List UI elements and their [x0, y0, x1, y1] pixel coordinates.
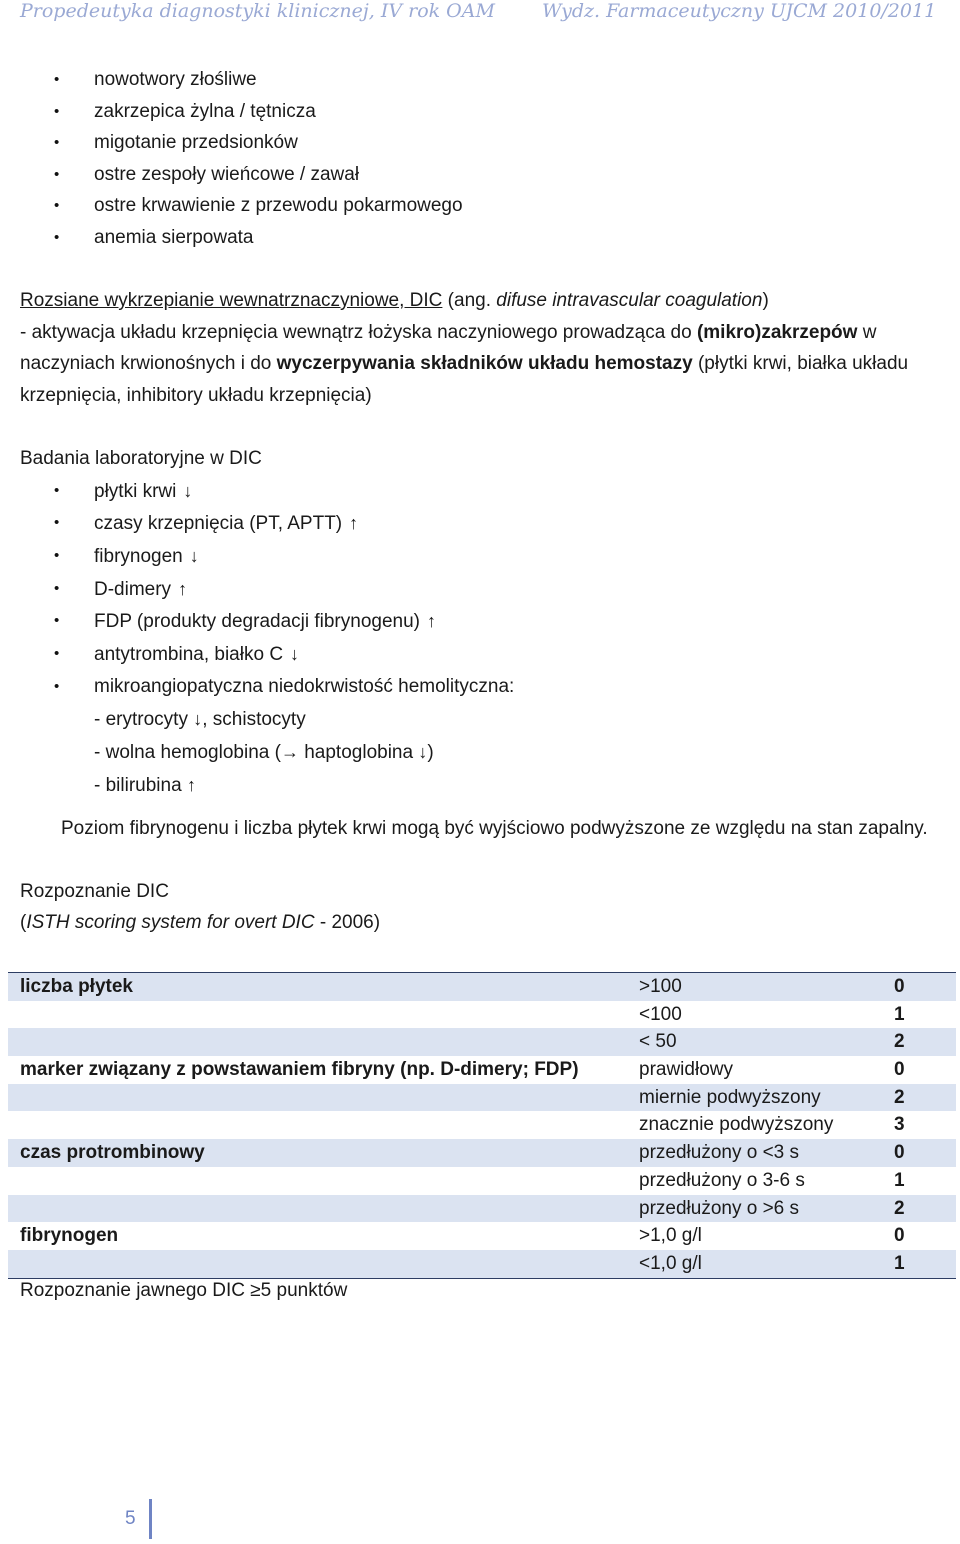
criterion-cell: czas protrombinowy [20, 1142, 205, 1164]
criterion-cell: liczba płytek [20, 976, 133, 997]
table-row [8, 1167, 956, 1195]
def-text-2: w naczyniach krwionośnych i do [20, 321, 877, 374]
fibrinogen-note: Poziom fibrynogenu i liczba płytek krwi mogą być wyjściowo podwyższone ze względu na stan zapalny. [61, 818, 928, 840]
arrow-down-icon: ↓ [290, 643, 300, 664]
def-bold-1: (mikro)zakrzepów [696, 321, 858, 343]
arrow-right-icon: → [280, 742, 299, 762]
page-number-bar [149, 1499, 152, 1539]
header-faculty: Wydz. Farmaceutyczny UJCM 2010/2011 [542, 0, 937, 22]
sub-item-erythrocytes [20, 703, 940, 736]
table-row [8, 1056, 956, 1084]
score-cell: 3 [894, 1114, 905, 1136]
list-item [20, 638, 940, 671]
table-row [8, 1250, 956, 1279]
list-item [20, 605, 940, 638]
ang-prefix: (ang. [442, 290, 497, 311]
score-cell: 0 [894, 1225, 905, 1247]
arrow-down-icon: ↓ [189, 545, 199, 566]
score-cell: 0 [894, 1059, 905, 1081]
lab-heading: Badania laboratoryjne w DIC [20, 448, 262, 469]
value-cell: znacznie podwyższony [639, 1114, 834, 1136]
list-item [20, 573, 940, 606]
sub-text: ) [427, 742, 434, 763]
arrow-up-icon: ↑ [186, 774, 196, 795]
list-item: • ostre zespoły wieńcowe / zawał [20, 159, 940, 191]
lab-item-text: antytrombina, białko C [94, 643, 284, 665]
lab-item-text: mikroangiopatyczna niedokrwistość hemolityczna: [94, 675, 515, 697]
value-cell: przedłużony o <3 s [639, 1142, 800, 1164]
list-item: • migotanie przedsionków [20, 127, 940, 159]
table-row [8, 1084, 956, 1112]
arrow-up-icon: ↑ [427, 611, 436, 632]
list-item: • anemia sierpowata [20, 222, 940, 254]
sub-item-bilirubin [20, 769, 940, 802]
table-row [8, 1195, 956, 1223]
list-item [20, 540, 940, 573]
scoring-system-name: ISTH scoring system for overt DIC [26, 912, 315, 934]
ang-term: difuse intravascular coagulation [496, 290, 763, 311]
document-body [20, 64, 940, 939]
sub-text: , schistocyty [202, 709, 306, 731]
dic-title: Rozsiane wykrzepianie wewnatrznaczyniowe, DIC [20, 290, 443, 311]
def-text-3: (płytki krwi, białka układu krzepnięcia, inhibitory układu krzepnięcia) [20, 353, 909, 406]
paren-open: ( [20, 912, 27, 934]
score-cell: 2 [894, 1086, 905, 1108]
arrow-down-icon: ↓ [183, 480, 193, 501]
score-cell: 1 [894, 1003, 905, 1025]
def-text-1: - aktywacja układu krzepnięcia wewnątrz łożyska naczyniowego prowadząca do [20, 321, 697, 343]
table-row [8, 1028, 956, 1056]
value-cell: przedłużony o 3-6 s [639, 1169, 805, 1191]
criterion-cell: marker związany z powstawaniem fibryny (np. D-dimery; FDP) [20, 1059, 579, 1081]
scoring-system-year: - 2006) [314, 912, 381, 934]
score-cell: 2 [894, 1031, 905, 1053]
lab-item-text: D-dimery [94, 578, 172, 600]
arrow-up-icon: ↑ [349, 513, 359, 534]
list-item: • ostre krwawienie z przewodu pokarmowego [20, 190, 940, 222]
score-cell: 0 [894, 1142, 905, 1164]
lab-test-list [20, 475, 940, 704]
dic-definition [20, 285, 940, 411]
list-item [20, 475, 940, 508]
arrow-up-icon: ↑ [178, 578, 188, 599]
def-bold-2: wyczerpywania składników układu hemostazy [276, 353, 693, 374]
page-header [20, 0, 960, 30]
list-item: • zakrzepica żylna / tętnicza [20, 96, 940, 128]
value-cell: prawidłowy [639, 1059, 733, 1081]
page-number: 5 [125, 1508, 136, 1529]
value-cell: miernie podwyższony [639, 1086, 821, 1108]
value-cell: >1,0 g/l [639, 1225, 702, 1247]
ang-suffix: ) [762, 290, 769, 311]
score-cell: 0 [894, 976, 905, 997]
arrow-down-icon: ↓ [193, 709, 203, 730]
list-item: • nowotwory złośliwe [20, 64, 940, 96]
list-item [20, 507, 940, 540]
diagnosis-threshold: Rozpoznanie jawnego DIC ≥5 punktów [20, 1280, 348, 1301]
scoring-system [20, 907, 940, 939]
value-cell: >100 [639, 976, 682, 997]
list-item [20, 671, 940, 704]
value-cell: <100 [639, 1003, 682, 1025]
value-cell: < 50 [639, 1031, 677, 1053]
score-cell: 1 [894, 1252, 905, 1274]
value-cell: <1,0 g/l [639, 1252, 702, 1274]
table-row [8, 1139, 956, 1167]
lab-item-text: czasy krzepnięcia (PT, APTT) [94, 513, 343, 535]
sub-text: - wolna hemoglobina ( [94, 742, 281, 763]
lab-item-text: fibrynogen [94, 545, 183, 567]
sub-text: - erytrocyty [94, 709, 194, 731]
header-course: Propedeutyka diagnostyki klinicznej, IV rok OAM [20, 0, 495, 22]
arrow-down-icon: ↓ [418, 742, 428, 762]
lab-item-text: płytki krwi [94, 480, 177, 502]
table-row [8, 1001, 956, 1029]
diagnosis-title: Rozpoznanie DIC [20, 880, 169, 902]
sub-item-hemoglobin [20, 736, 940, 769]
score-cell: 2 [894, 1197, 905, 1219]
table-row [8, 1222, 956, 1250]
table-row [8, 972, 956, 1001]
sub-text: haptoglobina [298, 742, 419, 763]
score-cell: 1 [894, 1169, 905, 1191]
lab-item-text: FDP (produkty degradacji fibrynogenu) [94, 611, 420, 633]
isth-score-table [8, 972, 956, 1279]
table-row [8, 1111, 956, 1139]
value-cell: przedłużony o >6 s [639, 1197, 800, 1219]
sub-text: - bilirubina [94, 774, 187, 796]
criterion-cell: fibrynogen [20, 1225, 119, 1247]
risk-factor-list [20, 64, 940, 253]
